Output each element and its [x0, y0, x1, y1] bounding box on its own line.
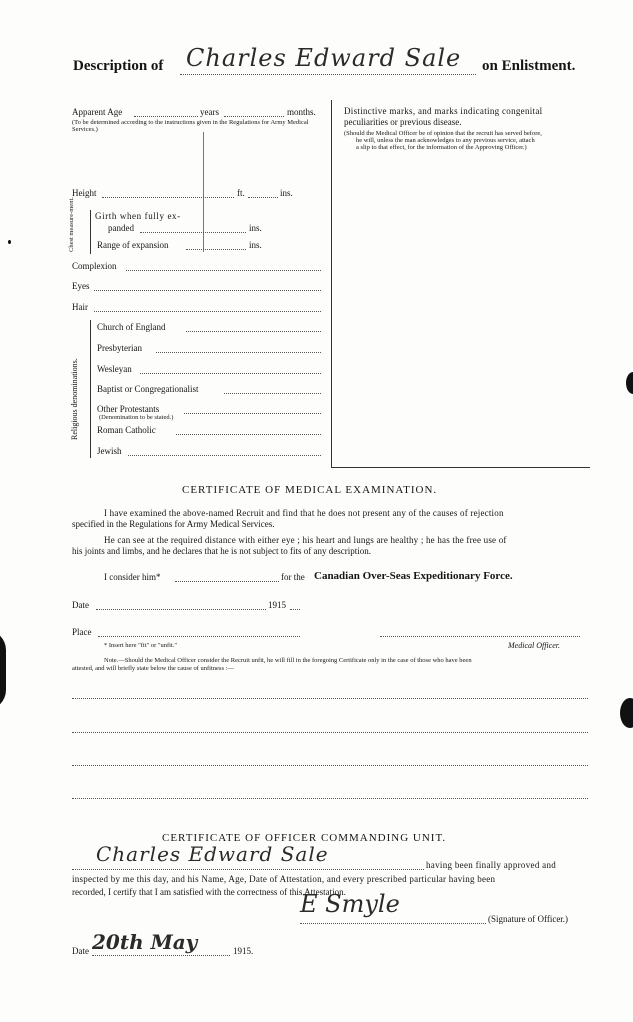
section-rule: [332, 467, 590, 468]
religion-line: [156, 352, 321, 353]
column-divider: [331, 100, 332, 468]
age-divider: [203, 132, 204, 252]
range-line: [186, 249, 246, 250]
age-years-line: [134, 116, 198, 117]
religion-line: [184, 413, 321, 414]
place-label: Place: [72, 627, 92, 637]
medical-p1-2: specified in the Regulations for Army Medical Services.: [72, 519, 275, 529]
header-prefix: Description of: [73, 58, 164, 74]
marks-label: Distinctive marks, and marks indicating congenital: [344, 106, 543, 116]
eyes-label: Eyes: [72, 281, 90, 291]
religion-roman-catholic: Roman Catholic: [97, 425, 156, 435]
commanding-date: 20th May: [92, 930, 198, 954]
medical-heading: CERTIFICATE OF MEDICAL EXAMINATION.: [182, 484, 438, 496]
complexion-line: [126, 270, 321, 271]
officer-signature-line: [300, 923, 486, 924]
officer-signature: E Smyle: [300, 890, 400, 918]
medical-p2: He can see at the required distance with either eye ; his heart and lungs are healthy ; he has the free use of: [104, 535, 507, 545]
hair-line: [94, 311, 321, 312]
commanding-date-line: [92, 955, 230, 956]
unfit-note: Note.—Should the Medical Officer consider the Recruit unfit, he will fill in the foregoing Certificate only in the case of those who have been: [104, 657, 472, 664]
medical-date-line: [96, 609, 266, 610]
religion-wesleyan: Wesleyan: [97, 364, 132, 374]
consider-label: I consider him*: [104, 572, 161, 582]
girth-label: Girth when fully ex-: [95, 211, 181, 221]
religion-other-protestants: Other Protestants: [97, 404, 160, 414]
age-months-line: [224, 116, 284, 117]
punch-hole: [626, 372, 633, 394]
medical-p1: I have examined the above-named Recruit and find that he does not present any of the causes of rejection: [104, 508, 504, 518]
height-ft-line: [102, 197, 234, 198]
months-label: months.: [287, 107, 316, 117]
medical-date-label: Date: [72, 600, 89, 610]
header-suffix: on Enlistment.: [482, 58, 576, 74]
range-label: Range of expansion: [97, 240, 169, 250]
header-name-line: [180, 74, 476, 75]
religion-line: [176, 434, 321, 435]
commanding-line3: recorded, I certify that I am satisfied with the correctness of this Attestation.: [72, 887, 346, 897]
marks-note-3: a slip to that effect, for the information of the Approving Officer.): [356, 144, 527, 151]
height-ins-line: [248, 197, 278, 198]
religion-line: [186, 331, 321, 332]
insert-note: * Insert here "fit" or "unfit.": [104, 642, 178, 649]
commanding-recruit-name: Charles Edward Sale: [96, 842, 329, 866]
commanding-line1-tail: having been finally approved and: [426, 860, 557, 870]
religion-line: [140, 373, 321, 374]
religious-side-label: Religious denominations.: [70, 358, 79, 440]
chest-bracket: [90, 210, 91, 254]
religion-line: [128, 455, 321, 456]
girth-line: [140, 232, 246, 233]
ins-label: ins.: [280, 188, 293, 198]
commanding-year: 1915.: [233, 946, 254, 956]
age-note: [72, 119, 322, 133]
officer-line: [380, 636, 580, 637]
commanding-heading: CERTIFICATE OF OFFICER COMMANDING UNIT.: [162, 832, 447, 844]
force-name: Canadian Over-Seas Expeditionary Force.: [314, 570, 513, 582]
punch-hole: [620, 698, 633, 728]
marks-label-2: peculiarities or previous disease.: [344, 117, 462, 127]
religion-presbyterian: Presbyterian: [97, 343, 142, 353]
chest-side-label: Chest measure-ment.: [68, 197, 75, 252]
other-note: (Denomination to be stated.): [99, 414, 174, 421]
religion-jewish: Jewish: [97, 446, 122, 456]
for-the-label: for the: [281, 572, 305, 582]
girth-ins-label: ins.: [249, 223, 262, 233]
religion-bracket: [90, 320, 91, 458]
medical-officer-label: Medical Officer.: [508, 641, 560, 650]
unfit-note-2: attested, and will briefly state below the cause of unfitness :—: [72, 665, 234, 672]
religion-church-england: Church of England: [97, 322, 166, 332]
hair-label: Hair: [72, 302, 88, 312]
commanding-date-label: Date: [72, 946, 89, 956]
years-label: years: [200, 107, 219, 117]
medical-year-line: [290, 609, 300, 610]
edge-mark: [8, 240, 11, 244]
apparent-age-label: Apparent Age: [72, 107, 123, 117]
complexion-label: Complexion: [72, 261, 117, 271]
height-label: Height: [72, 188, 97, 198]
marks-note: (Should the Medical Officer be of opinion that the recruit has served before,: [344, 130, 542, 137]
medical-year: 1915: [268, 600, 286, 610]
place-line: [98, 636, 300, 637]
marks-note-2: he will, unless the man acknowledges to any previous service, attach: [356, 137, 535, 144]
unfit-reason-line: [72, 765, 588, 766]
religion-line: [224, 393, 321, 394]
header-name: Charles Edward Sale: [186, 44, 462, 72]
eyes-line: [94, 290, 321, 291]
unfit-reason-line: [72, 732, 588, 733]
unfit-reason-line: [72, 798, 588, 799]
age-note-text: (To be determined according to the instructions given in the Regulations for Army Medical Services.): [72, 119, 309, 133]
medical-p2-2: his joints and limbs, and he declares that he is not subject to fits of any description.: [72, 546, 371, 556]
commanding-name-line: [72, 869, 424, 870]
unfit-reason-line: [72, 698, 588, 699]
ft-label: ft.: [237, 188, 245, 198]
signature-of-officer-label: (Signature of Officer.): [488, 914, 569, 924]
religion-baptist: Baptist or Congregationalist: [97, 384, 199, 394]
fitness-line: [175, 581, 279, 582]
punch-hole: [0, 630, 6, 710]
range-ins-label: ins.: [249, 240, 262, 250]
girth-label-2: panded: [108, 223, 134, 233]
commanding-line2: inspected by me this day, and his Name, Age, Date of Attestation, and every prescribed particular having been: [72, 874, 496, 884]
